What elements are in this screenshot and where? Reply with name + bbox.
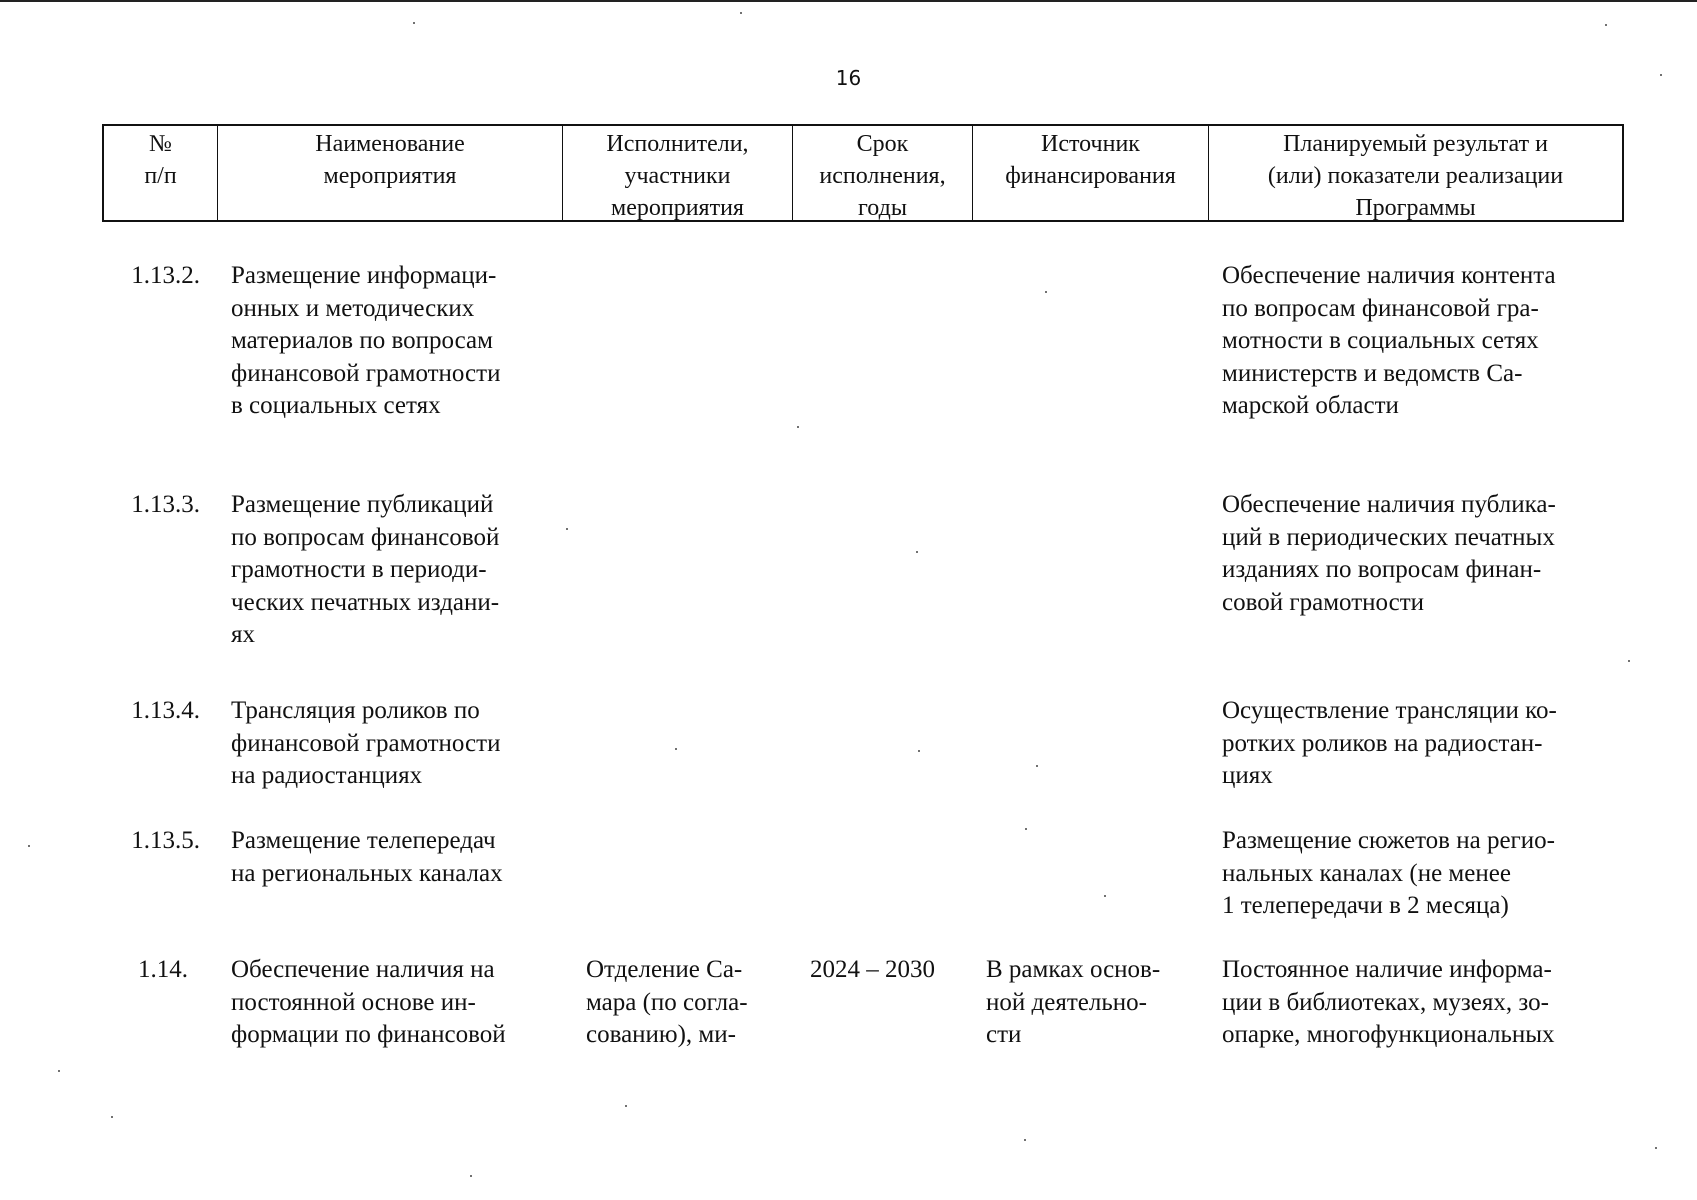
row-number: 1.13.4. (131, 697, 200, 724)
row-planned-result: Постоянное наличие информа- ции в библиотеках, музеях, зо- опарке, многофункциональных (1222, 956, 1555, 1048)
row-event-name: Размещение информаци- онных и методических материалов по вопросам финансовой грамотности в социальных сетях (231, 262, 501, 419)
row-planned-result: Осуществление трансляции ко- ротких роликов на радиостан- циях (1222, 697, 1557, 789)
row-event-name: Размещение телепередач на региональных каналах (231, 827, 503, 887)
row-number: 1.13.5. (131, 827, 200, 854)
row-term: 2024 – 2030 (810, 956, 935, 983)
row-planned-result: Обеспечение наличия публика- ций в периодических печатных изданиях по вопросам финан- совой грамотности (1222, 491, 1556, 616)
header-planned-result: Планируемый результат и (или) показатели реализации Программы (1267, 131, 1564, 221)
header-number: № п/п (104, 126, 218, 220)
table-header (102, 124, 1624, 222)
row-event-name: Размещение публикаций по вопросам финансовой грамотности в периоди- ческих печатных издани- ях (231, 491, 500, 648)
row-number: 1.13.2. (131, 262, 200, 289)
row-event-name: Трансляция роликов по финансовой грамотности на радиостанциях (231, 697, 501, 789)
row-planned-result: Обеспечение наличия контента по вопросам финансовой гра- мотности в социальных сетях министерств и ведомств Са- марской области (1222, 262, 1556, 419)
header-executors: Исполнители, участники мероприятия (563, 126, 793, 220)
row-planned-result: Размещение сюжетов на регио- нальных каналах (не менее 1 телепередачи в 2 месяца) (1222, 827, 1556, 919)
header-term: Срок исполнения, годы (793, 126, 973, 220)
row-number: 1.13.3. (131, 491, 200, 518)
header-event-name: Наименование мероприятия (218, 126, 563, 220)
row-number: 1.14. (138, 956, 188, 983)
row-event-name: Обеспечение наличия на постоянной основе ин- формации по финансовой (231, 956, 506, 1048)
header-funding-source: Источник финансирования (973, 126, 1209, 220)
row-funding-source: В рамках основ- ной деятельно- сти (986, 956, 1161, 1048)
page-top-edge-line (0, 0, 1697, 2)
page-number: 16 (835, 66, 862, 90)
row-executors: Отделение Са- мара (по согла- сованию), ми- (586, 956, 748, 1048)
